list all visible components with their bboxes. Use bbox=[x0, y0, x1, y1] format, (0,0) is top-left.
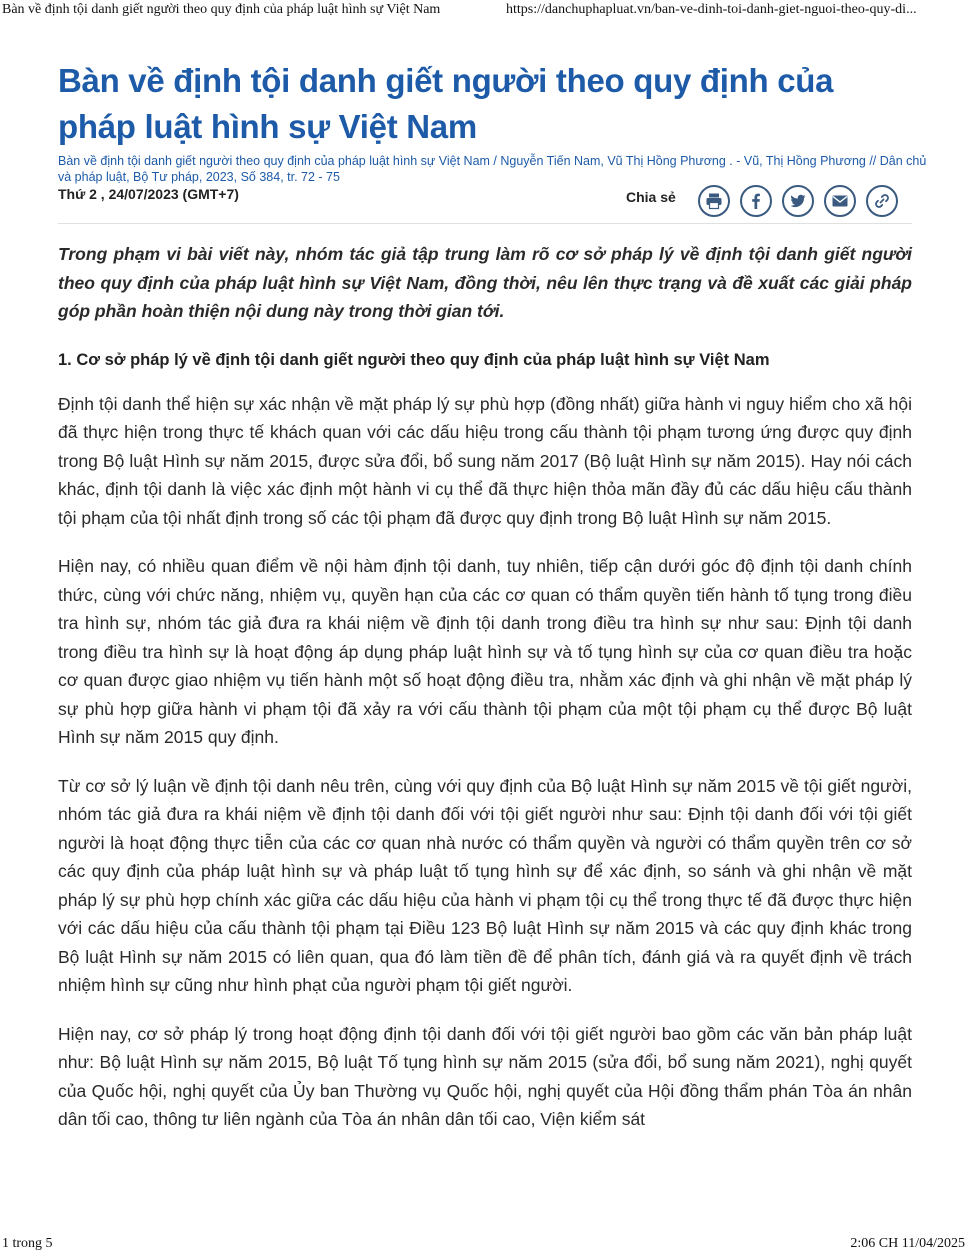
copy-link-button[interactable] bbox=[866, 185, 898, 217]
email-icon bbox=[831, 192, 849, 210]
facebook-share-button[interactable] bbox=[740, 185, 772, 217]
section-heading: 1. Cơ sở pháp lý về định tội danh giết người theo quy định của pháp luật hình sự Việt Nam bbox=[58, 350, 770, 369]
meta-row bbox=[58, 185, 912, 221]
link-icon bbox=[873, 192, 891, 210]
print-header-url: https://danchuphapluat.vn/ban-ve-dinh-toi-danh-giet-nguoi-theo-quy-di... bbox=[506, 2, 917, 17]
twitter-icon bbox=[789, 192, 807, 210]
print-button[interactable] bbox=[698, 185, 730, 217]
twitter-share-button[interactable] bbox=[782, 185, 814, 217]
paragraph: Định tội danh thể hiện sự xác nhận về mặt pháp lý sự phù hợp (đồng nhất) giữa hành vi nguy hiểm cho xã hội đã thực hiện trong thực tế khách quan với các dấu hiệu trong cấu thành tội phạm tương ứng được quy định trong Bộ luật Hình sự năm 2015, được sửa đổi, bổ sung năm 2017 (Bộ luật Hình sự năm 2015). Hay nói cách khác, định tội danh là việc xác định một hành vi cụ thể đã thực hiện thỏa mãn đầy đủ các dấu hiệu cấu thành tội phạm của tội nhất định trong số các tội phạm đã được quy định trong Bộ luật Hình sự năm 2015. bbox=[58, 393, 912, 528]
print-icon bbox=[705, 192, 723, 210]
email-share-button[interactable] bbox=[824, 185, 856, 217]
article-title: Bàn về định tội danh giết người theo quy định của pháp luật hình sự Việt Nam bbox=[58, 62, 834, 145]
facebook-icon bbox=[747, 192, 765, 210]
header-divider bbox=[58, 223, 912, 224]
page-counter: 1 trong 5 bbox=[2, 1236, 53, 1251]
print-footer bbox=[0, 1235, 969, 1253]
paragraph: Hiện nay, có nhiều quan điểm về nội hàm định tội danh, tuy nhiên, tiếp cận dưới góc độ định tội danh chính thức, cùng với chức năng, nhiệm vụ, quyền hạn của các cơ quan có thẩm quyền tiến hành tố tụng trong điều tra hình sự, nhóm tác giả đưa ra khái niệm về định tội danh trong điều tra hình sự như sau: Định tội danh trong điều tra hình sự là hoạt động áp dụng pháp luật hình sự và tố tụng hình sự của cơ quan điều tra hoặc cơ quan được giao nhiệm vụ tiến hành một số hoạt động điều tra, nhằm xác định và ghi nhận về mặt pháp lý sự phù hợp giữa hành vi phạm tội đã xảy ra với cấu thành tội phạm của một tội phạm cụ thể được Bộ luật Hình sự năm 2015 quy định. bbox=[58, 556, 912, 747]
article bbox=[58, 58, 927, 1134]
print-timestamp: 2:06 CH 11/04/2025 bbox=[850, 1236, 965, 1251]
paragraph: Từ cơ sở lý luận về định tội danh nêu trên, cùng với quy định của Bộ luật Hình sự năm 2015 về tội giết người, nhóm tác giả đưa ra khái niệm về định tội danh đối với tội giết người như sau: Định tội danh đối với tội giết người là hoạt động thực tiễn của các cơ quan nhà nước có thẩm quyền và người có thẩm quyền trên cơ sở các quy định của pháp luật hình sự và pháp luật tố tụng hình sự để xác định, so sánh và ghi nhận về mặt pháp lý sự phù hợp chính xác giữa các dấu hiệu của hành vi phạm tội cụ thể trong thực tế đã được thực hiện với các dấu hiệu của cấu thành tội phạm tại Điều 123 Bộ luật Hình sự năm 2015 và các quy định khác trong Bộ luật Hình sự năm 2015 có liên quan, qua đó làm tiền đề để phân tích, đánh giá và ra quyết định về trách nhiệm hình sự cũng như hình phạt của người phạm tội giết người. bbox=[58, 775, 912, 995]
article-lead: Trong phạm vi bài viết này, nhóm tác giả tập trung làm rõ cơ sở pháp lý về định tội danh giết người theo quy định của pháp luật hình sự Việt Nam, đồng thời, nêu lên thực trạng và đề xuất các giải pháp góp phần hoàn thiện nội dung này trong thời gian tới. bbox=[58, 244, 912, 321]
paragraph: Hiện nay, cơ sở pháp lý trong hoạt động định tội danh đối với tội giết người bao gồm các văn bản pháp luật như: Bộ luật Hình sự năm 2015, Bộ luật Tố tụng hình sự năm 2015 (sửa đổi, bổ sung năm 2021), nghị quyết của Quốc hội, nghị quyết của Ủy ban Thường vụ Quốc hội, nghị quyết của Hội đồng thẩm phán Tòa án nhân dân tối cao, thông tư liên ngành của Tòa án nhân dân tối cao, Viện kiểm sát bbox=[58, 1023, 912, 1129]
print-header-title: Bàn về định tội danh giết người theo quy định của pháp luật hình sự Việt Nam bbox=[2, 2, 441, 17]
article-citation[interactable]: Bàn về định tội danh giết người theo quy định của pháp luật hình sự Việt Nam / Nguyễn Tiến Nam, Vũ Thị Hồng Phương . - Vũ, Thị Hồng Phương // Dân chủ và pháp luật, Bộ Tư pháp, 2023, Số 384, tr. 72 - 75 bbox=[58, 154, 927, 184]
print-header bbox=[0, 0, 969, 20]
article-date: Thứ 2 , 24/07/2023 (GMT+7) bbox=[58, 186, 239, 202]
share-label: Chia sẻ bbox=[626, 189, 676, 205]
